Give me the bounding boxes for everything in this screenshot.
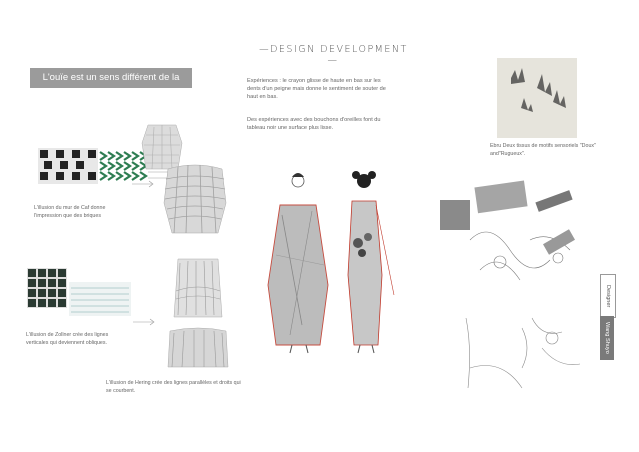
name-side-tab: Wang Shuyo [600, 316, 614, 360]
experiment-paragraph-2: Des expériences avec des bouchons d'oreilles font du tableau noir une surface plus lisse. [247, 117, 381, 132]
ebru-fabric-photo [497, 58, 577, 138]
title-dash-right: — [327, 55, 339, 66]
caption-zollner: L'illusion de Zollner crée des lignes verticales qui deviennent obliques. [26, 332, 109, 346]
arrow-icon [132, 180, 156, 188]
fashion-illustration-figure-1 [262, 165, 338, 355]
title-dash-left: — [259, 44, 271, 55]
fashion-illustration-figure-2 [340, 165, 400, 355]
topic-banner: L'ouïe est un sens différent de la [30, 68, 192, 88]
section-title [258, 44, 408, 66]
designer-side-tab: Designer [600, 274, 616, 318]
zollner-illusion-image [27, 268, 137, 320]
ruched-top-photo-2 [164, 327, 232, 371]
title-text: DESIGN DEVELOPMENT [270, 44, 407, 55]
woven-top-photo-2 [160, 163, 230, 235]
experiment-paragraph-1: Expériences : le crayon glisse de haute en bas sur les dents d'un peigne mais donne le sentiment de souter de haut en bas. [247, 78, 386, 101]
arrow-icon [133, 318, 157, 326]
caption-ebru: Ebru Deux tissus de motifs sensoriels "Doux" and"Rugueux". [490, 143, 596, 157]
ruched-top-photo-1 [170, 257, 226, 319]
process-sketch-collage [440, 180, 590, 290]
caption-cafe-wall: L'illusion du mur de Caf donne l'impression que des briques [34, 205, 106, 219]
line-drawing-sketch [462, 308, 582, 398]
caption-hering: L'illusion de Hering crée des lignes parallèles et droits qui se courbent. [106, 380, 241, 394]
